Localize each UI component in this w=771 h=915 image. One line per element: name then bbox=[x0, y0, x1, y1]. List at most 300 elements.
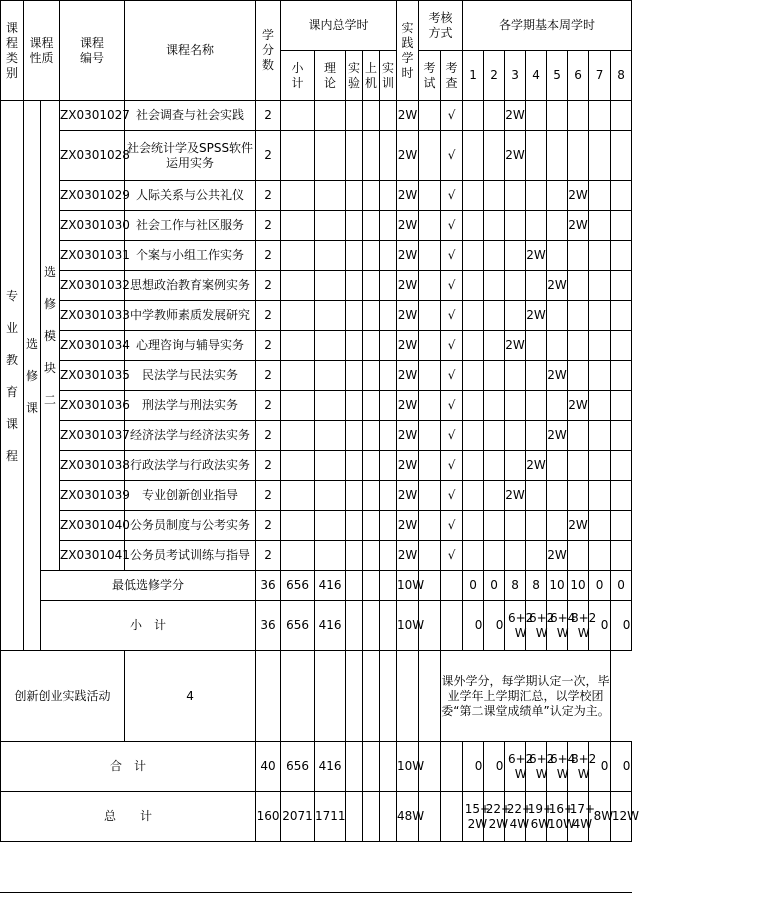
semester-hours: 2W bbox=[505, 131, 526, 181]
table-row bbox=[1, 131, 632, 181]
hours-cell bbox=[281, 481, 315, 511]
course-credits: 2 bbox=[256, 511, 281, 541]
semester-hours bbox=[568, 101, 589, 131]
semester-hours bbox=[568, 331, 589, 361]
practice-hours: 2W bbox=[397, 101, 419, 131]
practice-hours: 2W bbox=[397, 131, 419, 181]
hours-cell bbox=[281, 331, 315, 361]
hours-cell bbox=[346, 601, 363, 651]
semester-hours bbox=[526, 541, 547, 571]
exam-cell bbox=[397, 651, 419, 742]
hours-cell bbox=[363, 241, 380, 271]
hours-cell bbox=[346, 541, 363, 571]
semester-hours bbox=[463, 391, 484, 421]
hours-cell bbox=[363, 331, 380, 361]
hours-cell bbox=[380, 541, 397, 571]
semester-hours bbox=[505, 211, 526, 241]
exam-cell bbox=[419, 241, 441, 271]
course-code: ZX0301030 bbox=[60, 211, 125, 241]
semester-hours bbox=[463, 451, 484, 481]
semester-hours: 0 bbox=[484, 742, 505, 792]
course-code: ZX0301041 bbox=[60, 541, 125, 571]
table-row bbox=[1, 451, 632, 481]
course-name: 民法学与民法实务 bbox=[125, 361, 256, 391]
hours-cell bbox=[281, 361, 315, 391]
check-mark: √ bbox=[441, 361, 463, 391]
semester-hours bbox=[505, 451, 526, 481]
semester-hours: 8W bbox=[589, 792, 611, 842]
semester-hours bbox=[611, 391, 632, 421]
semester-hours bbox=[505, 241, 526, 271]
course-name: 社会统计学及SPSS软件运用实务 bbox=[125, 131, 256, 181]
exam-cell bbox=[419, 331, 441, 361]
course-credits: 2 bbox=[256, 451, 281, 481]
practice-hours: 2W bbox=[397, 271, 419, 301]
hours-cell bbox=[315, 241, 346, 271]
semester-hours bbox=[611, 541, 632, 571]
semester-hours bbox=[568, 271, 589, 301]
table-row bbox=[1, 271, 632, 301]
course-name: 中学教师素质发展研究 bbox=[125, 301, 256, 331]
hours-cell bbox=[363, 792, 380, 842]
practice-hours: 10W bbox=[397, 742, 419, 792]
table-row bbox=[1, 241, 632, 271]
practice-hours: 2W bbox=[397, 511, 419, 541]
course-credits: 2 bbox=[256, 331, 281, 361]
header-semester: 4 bbox=[526, 51, 547, 101]
semester-hours bbox=[526, 271, 547, 301]
semester-hours bbox=[526, 181, 547, 211]
semester-hours bbox=[547, 131, 568, 181]
exam-cell bbox=[419, 301, 441, 331]
grand-total-row-label: 总 计 bbox=[1, 792, 256, 842]
hours-cell bbox=[363, 181, 380, 211]
semester-hours bbox=[589, 451, 611, 481]
hours-cell bbox=[363, 601, 380, 651]
hours-cell bbox=[363, 211, 380, 241]
course-code: ZX0301029 bbox=[60, 181, 125, 211]
course-code: ZX0301028 bbox=[60, 131, 125, 181]
header-semester: 5 bbox=[547, 51, 568, 101]
semester-hours bbox=[484, 331, 505, 361]
course-credits: 2 bbox=[256, 541, 281, 571]
course-credits: 2 bbox=[256, 181, 281, 211]
header-name: 课程名称 bbox=[125, 1, 256, 101]
course-code: ZX0301036 bbox=[60, 391, 125, 421]
header-experiment: 实验 bbox=[346, 51, 363, 101]
semester-hours: 0 bbox=[463, 601, 484, 651]
min-elective-row bbox=[1, 571, 632, 601]
hours-cell bbox=[281, 511, 315, 541]
course-credits: 2 bbox=[256, 101, 281, 131]
semester-hours: 0 bbox=[611, 571, 632, 601]
table-row bbox=[1, 331, 632, 361]
semester-hours bbox=[484, 361, 505, 391]
check-mark: √ bbox=[441, 241, 463, 271]
hours-cell bbox=[363, 742, 380, 792]
credits: 40 bbox=[256, 742, 281, 792]
check-mark: √ bbox=[441, 451, 463, 481]
check-mark: √ bbox=[441, 511, 463, 541]
course-code: ZX0301033 bbox=[60, 301, 125, 331]
semester-hours bbox=[463, 511, 484, 541]
subtotal: 656 bbox=[281, 601, 315, 651]
exam-cell bbox=[419, 211, 441, 241]
semester-hours bbox=[484, 541, 505, 571]
innovation-note: 课外学分，每学期认定一次，毕业学年上学期汇总，以学校团委“第二课堂成绩单”认定为主。 bbox=[441, 651, 611, 742]
check-mark: √ bbox=[441, 271, 463, 301]
hours-cell bbox=[363, 571, 380, 601]
semester-hours bbox=[611, 421, 632, 451]
semester-hours bbox=[611, 131, 632, 181]
hours-cell bbox=[363, 361, 380, 391]
semester-hours bbox=[484, 451, 505, 481]
hours-cell bbox=[315, 331, 346, 361]
practice-hours: 2W bbox=[397, 241, 419, 271]
semester-hours: 8 bbox=[505, 571, 526, 601]
semester-hours: 0 bbox=[589, 601, 611, 651]
hours-cell bbox=[281, 541, 315, 571]
header-theory: 理论 bbox=[315, 51, 346, 101]
practice-hours: 2W bbox=[397, 211, 419, 241]
hours-cell bbox=[281, 651, 315, 742]
header-assessment: 考核方式 bbox=[419, 1, 463, 51]
hours-cell bbox=[363, 651, 380, 742]
semester-hours bbox=[589, 331, 611, 361]
hours-cell bbox=[346, 481, 363, 511]
course-name: 经济法学与经济法实务 bbox=[125, 421, 256, 451]
semester-hours bbox=[463, 101, 484, 131]
table-row bbox=[1, 101, 632, 131]
semester-hours bbox=[547, 391, 568, 421]
semester-hours bbox=[505, 421, 526, 451]
semester-hours bbox=[547, 511, 568, 541]
semester-hours: 17+4W bbox=[568, 792, 589, 842]
semester-hours bbox=[526, 481, 547, 511]
semester-hours bbox=[463, 421, 484, 451]
course-name: 刑法学与刑法实务 bbox=[125, 391, 256, 421]
semester-hours: 2W bbox=[505, 331, 526, 361]
course-name: 公务员考试训练与指导 bbox=[125, 541, 256, 571]
semester-hours bbox=[611, 271, 632, 301]
semester-hours bbox=[611, 511, 632, 541]
hours-cell bbox=[346, 331, 363, 361]
semester-hours: 2W bbox=[568, 181, 589, 211]
semester-hours bbox=[568, 421, 589, 451]
semester-hours bbox=[589, 131, 611, 181]
table-row bbox=[1, 211, 632, 241]
semester-hours bbox=[611, 451, 632, 481]
hours-cell bbox=[315, 181, 346, 211]
hours-cell bbox=[380, 742, 397, 792]
subtotal: 656 bbox=[281, 571, 315, 601]
semester-hours bbox=[589, 211, 611, 241]
semester-hours bbox=[463, 211, 484, 241]
hours-cell bbox=[315, 271, 346, 301]
total-row-label: 合 计 bbox=[1, 742, 256, 792]
check-mark: √ bbox=[441, 421, 463, 451]
semester-hours bbox=[463, 241, 484, 271]
semester-hours bbox=[505, 301, 526, 331]
header-in-class-hours: 课内总学时 bbox=[281, 1, 397, 51]
hours-cell bbox=[380, 421, 397, 451]
header-semester: 2 bbox=[484, 51, 505, 101]
semester-hours: 2W bbox=[568, 511, 589, 541]
table-row bbox=[1, 361, 632, 391]
semester-hours: 2W bbox=[568, 211, 589, 241]
semester-hours: 8+2W bbox=[568, 742, 589, 792]
hours-cell bbox=[346, 101, 363, 131]
hours-cell bbox=[380, 211, 397, 241]
semester-hours: 0 bbox=[611, 601, 632, 651]
header-semester: 3 bbox=[505, 51, 526, 101]
practice-hours bbox=[380, 651, 397, 742]
semester-hours: 10 bbox=[568, 571, 589, 601]
semester-hours: 15+2W bbox=[463, 792, 484, 842]
course-credits: 2 bbox=[256, 481, 281, 511]
course-name: 专业创新创业指导 bbox=[125, 481, 256, 511]
hours-cell bbox=[346, 181, 363, 211]
semester-hours bbox=[484, 511, 505, 541]
header-check: 考查 bbox=[441, 51, 463, 101]
semester-hours: 6+2W bbox=[526, 601, 547, 651]
semester-hours: 0 bbox=[463, 571, 484, 601]
hours-cell bbox=[380, 511, 397, 541]
semester-hours bbox=[547, 331, 568, 361]
table-row bbox=[1, 541, 632, 571]
table-row bbox=[1, 391, 632, 421]
semester-hours: 8 bbox=[526, 571, 547, 601]
semester-hours bbox=[526, 391, 547, 421]
course-code: ZX0301031 bbox=[60, 241, 125, 271]
semester-hours: 0 bbox=[484, 601, 505, 651]
hours-cell bbox=[380, 451, 397, 481]
semester-hours bbox=[484, 481, 505, 511]
header-code: 课程编号 bbox=[60, 1, 125, 101]
header-semester: 7 bbox=[589, 51, 611, 101]
hours-cell bbox=[315, 481, 346, 511]
course-credits: 2 bbox=[256, 421, 281, 451]
semester-hours bbox=[547, 181, 568, 211]
hours-cell bbox=[346, 211, 363, 241]
exam-cell bbox=[419, 541, 441, 571]
practice-hours: 2W bbox=[397, 421, 419, 451]
semester-hours bbox=[526, 361, 547, 391]
hours-cell bbox=[315, 421, 346, 451]
practice-hours: 2W bbox=[397, 541, 419, 571]
semester-hours: 22+4W bbox=[505, 792, 526, 842]
semester-hours bbox=[568, 481, 589, 511]
semester-hours bbox=[611, 181, 632, 211]
semester-hours bbox=[526, 211, 547, 241]
hours-cell bbox=[315, 651, 346, 742]
semester-hours bbox=[547, 301, 568, 331]
semester-hours bbox=[526, 331, 547, 361]
table-row bbox=[1, 511, 632, 541]
semester-hours bbox=[611, 301, 632, 331]
semester-hours bbox=[484, 301, 505, 331]
hours-cell bbox=[281, 271, 315, 301]
semester-hours bbox=[589, 301, 611, 331]
theory: 416 bbox=[315, 571, 346, 601]
semester-hours bbox=[463, 181, 484, 211]
semester-hours bbox=[589, 511, 611, 541]
hours-cell bbox=[380, 241, 397, 271]
theory: 416 bbox=[315, 742, 346, 792]
semester-hours bbox=[589, 541, 611, 571]
course-name: 行政法学与行政法实务 bbox=[125, 451, 256, 481]
hours-cell bbox=[380, 601, 397, 651]
hours-cell bbox=[380, 271, 397, 301]
semester-hours bbox=[611, 101, 632, 131]
header-semester: 8 bbox=[611, 51, 632, 101]
semester-hours: 2W bbox=[505, 101, 526, 131]
semester-hours bbox=[463, 131, 484, 181]
exam-cell bbox=[419, 391, 441, 421]
semester-hours: 6+4W bbox=[547, 601, 568, 651]
semester-hours: 10 bbox=[547, 571, 568, 601]
semester-hours bbox=[547, 241, 568, 271]
semester-hours: 2W bbox=[505, 481, 526, 511]
hours-cell bbox=[346, 421, 363, 451]
exam-cell bbox=[419, 481, 441, 511]
innovation-row bbox=[1, 651, 632, 742]
subtotal: 2071 bbox=[281, 792, 315, 842]
semester-hours: 0 bbox=[589, 742, 611, 792]
check-cell bbox=[441, 601, 463, 651]
semester-hours bbox=[484, 211, 505, 241]
check-mark: √ bbox=[441, 181, 463, 211]
check-mark: √ bbox=[441, 331, 463, 361]
check-cell bbox=[441, 742, 463, 792]
hours-cell bbox=[346, 651, 363, 742]
header-subtotal: 小计 bbox=[281, 51, 315, 101]
practice-hours: 2W bbox=[397, 481, 419, 511]
innovation-label: 创新创业实践活动 bbox=[1, 651, 125, 742]
semester-hours bbox=[463, 481, 484, 511]
exam-cell bbox=[419, 511, 441, 541]
exam-cell bbox=[419, 361, 441, 391]
semester-hours bbox=[463, 361, 484, 391]
semester-hours bbox=[484, 391, 505, 421]
course-name: 心理咨询与辅导实务 bbox=[125, 331, 256, 361]
hours-cell bbox=[346, 571, 363, 601]
semester-hours bbox=[589, 421, 611, 451]
course-credits: 2 bbox=[256, 131, 281, 181]
semester-hours bbox=[547, 101, 568, 131]
course-name: 思想政治教育案例实务 bbox=[125, 271, 256, 301]
course-credits: 2 bbox=[256, 241, 281, 271]
practice-hours: 2W bbox=[397, 181, 419, 211]
hours-cell bbox=[256, 651, 281, 742]
course-name: 社会工作与社区服务 bbox=[125, 211, 256, 241]
course-name: 人际关系与公共礼仪 bbox=[125, 181, 256, 211]
table-row bbox=[1, 181, 632, 211]
hours-cell bbox=[363, 481, 380, 511]
semester-hours bbox=[505, 271, 526, 301]
semester-hours bbox=[505, 511, 526, 541]
header-semester: 1 bbox=[463, 51, 484, 101]
credits: 36 bbox=[256, 571, 281, 601]
course-code: ZX0301039 bbox=[60, 481, 125, 511]
semester-hours bbox=[547, 451, 568, 481]
semester-hours: 0 bbox=[589, 571, 611, 601]
hours-cell bbox=[281, 451, 315, 481]
semester-hours bbox=[526, 131, 547, 181]
hours-cell bbox=[380, 792, 397, 842]
table-row bbox=[1, 481, 632, 511]
subtotal-label: 小 计 bbox=[41, 601, 256, 651]
course-credits: 2 bbox=[256, 211, 281, 241]
semester-hours: 0 bbox=[463, 742, 484, 792]
semester-hours: 2W bbox=[568, 391, 589, 421]
check-mark: √ bbox=[441, 211, 463, 241]
semester-hours: 2W bbox=[526, 451, 547, 481]
credits: 160 bbox=[256, 792, 281, 842]
table-row bbox=[1, 301, 632, 331]
semester-hours bbox=[568, 361, 589, 391]
semester-hours bbox=[568, 131, 589, 181]
semester-hours bbox=[568, 241, 589, 271]
hours-cell bbox=[346, 131, 363, 181]
semester-hours: 0 bbox=[484, 571, 505, 601]
semester-hours: 16+10W bbox=[547, 792, 568, 842]
semester-hours: 6+2W bbox=[505, 601, 526, 651]
hours-cell bbox=[281, 391, 315, 421]
header-exam: 考试 bbox=[419, 51, 441, 101]
semester-hours bbox=[505, 391, 526, 421]
hours-cell bbox=[380, 361, 397, 391]
semester-hours bbox=[484, 181, 505, 211]
semester-hours bbox=[484, 241, 505, 271]
hours-cell bbox=[380, 391, 397, 421]
semester-hours bbox=[568, 541, 589, 571]
course-name: 公务员制度与公考实务 bbox=[125, 511, 256, 541]
semester-hours bbox=[568, 301, 589, 331]
header-training: 实训 bbox=[380, 51, 397, 101]
page-bottom-line bbox=[0, 892, 632, 893]
min-elective-label: 最低选修学分 bbox=[41, 571, 256, 601]
semester-hours bbox=[484, 421, 505, 451]
course-code: ZX0301032 bbox=[60, 271, 125, 301]
semester-hours: 0 bbox=[611, 742, 632, 792]
course-name: 个案与小组工作实务 bbox=[125, 241, 256, 271]
hours-cell bbox=[363, 131, 380, 181]
semester-hours: 19+6W bbox=[526, 792, 547, 842]
semester-hours: 2W bbox=[547, 421, 568, 451]
course-credits: 2 bbox=[256, 271, 281, 301]
practice-hours: 10W bbox=[397, 601, 419, 651]
check-mark: √ bbox=[441, 301, 463, 331]
hours-cell bbox=[281, 211, 315, 241]
semester-hours bbox=[611, 211, 632, 241]
semester-hours: 2W bbox=[526, 301, 547, 331]
theory: 1711 bbox=[315, 792, 346, 842]
exam-cell bbox=[419, 421, 441, 451]
hours-cell bbox=[380, 331, 397, 361]
header-practice-hours: 实践学时 bbox=[397, 1, 419, 101]
check-mark: √ bbox=[441, 391, 463, 421]
hours-cell bbox=[315, 131, 346, 181]
course-credits: 2 bbox=[256, 391, 281, 421]
credits: 36 bbox=[256, 601, 281, 651]
semester-hours bbox=[611, 331, 632, 361]
hours-cell bbox=[363, 511, 380, 541]
hours-cell bbox=[363, 271, 380, 301]
course-code: ZX0301034 bbox=[60, 331, 125, 361]
semester-hours bbox=[505, 181, 526, 211]
semester-hours bbox=[589, 101, 611, 131]
